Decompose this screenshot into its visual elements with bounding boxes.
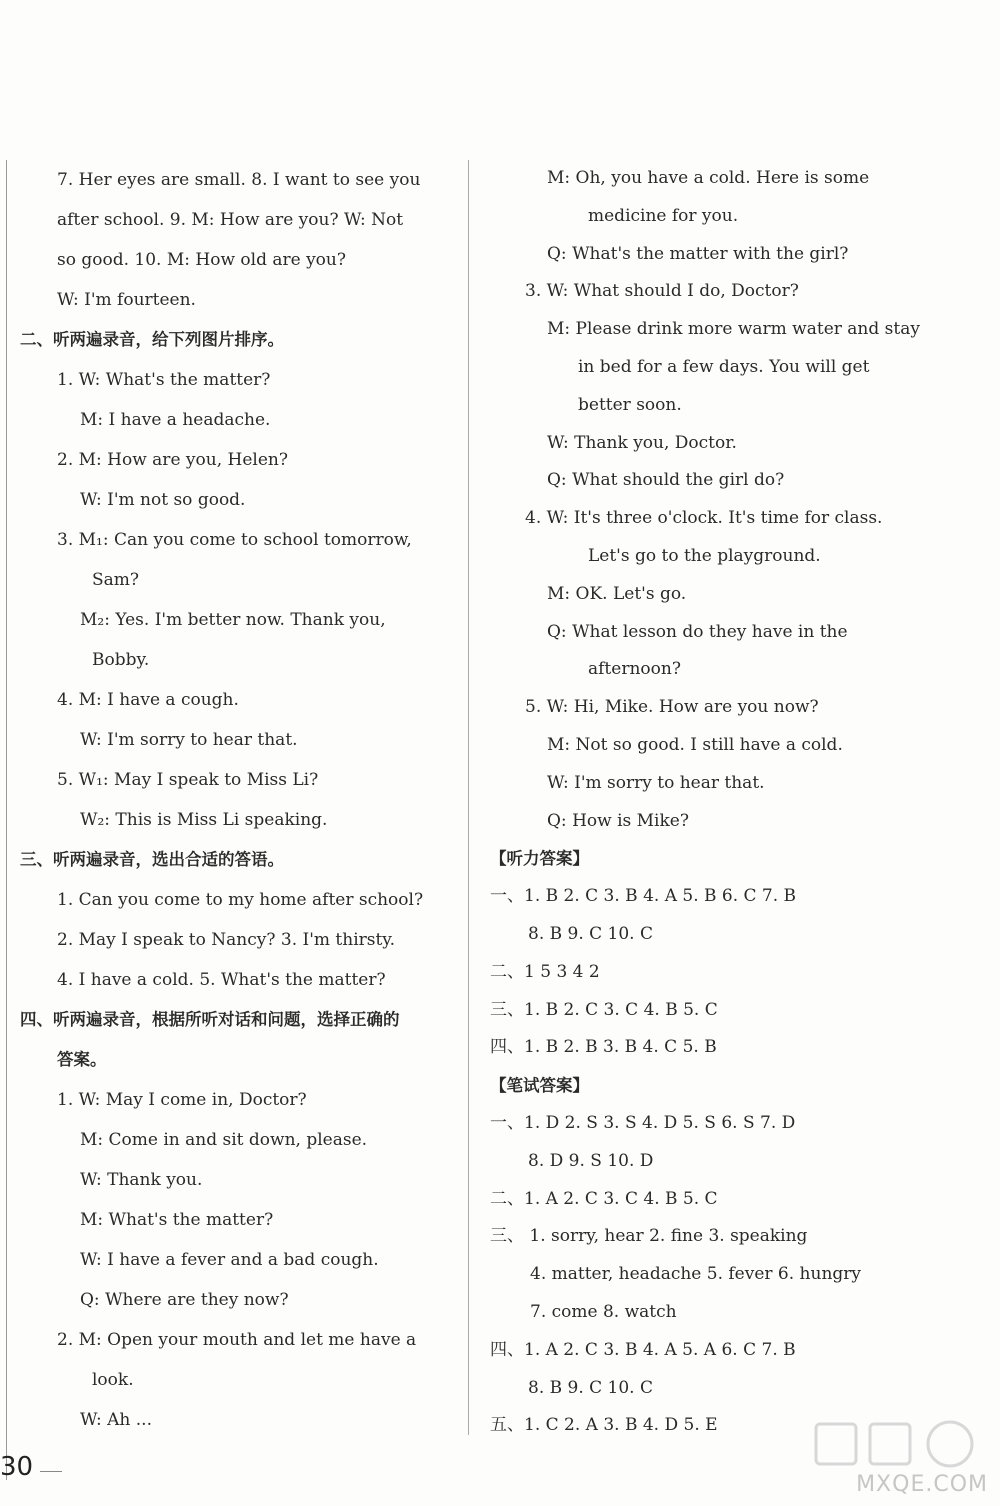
right-text-line: 二、1. A 2. C 3. C 4. B 5. C [490, 1188, 718, 1209]
left-text-line: 4. I have a cold. 5. What's the matter? [57, 970, 386, 990]
left-text-line: M: Come in and sit down, please. [80, 1130, 368, 1150]
right-text-line: 一、1. B 2. C 3. B 4. A 5. B 6. C 7. B [490, 886, 797, 907]
left-text-line: W: Thank you. [80, 1170, 203, 1190]
right-text-line: 二、1 5 3 4 2 [490, 961, 600, 982]
left-text-line: Q: Where are they now? [80, 1290, 289, 1310]
right-text-line: 7. come 8. watch [530, 1301, 677, 1322]
right-text-line: 一、1. D 2. S 3. S 4. D 5. S 6. S 7. D [490, 1112, 796, 1133]
page-number-dash [40, 1471, 62, 1472]
left-text-line: 1. Can you come to my home after school? [57, 890, 424, 910]
left-text-line: 3. M₁: Can you come to school tomorrow, [57, 530, 412, 550]
right-text-line: Q: What lesson do they have in the [547, 621, 848, 642]
right-text-line: 5. W: Hi, Mike. How are you now? [525, 697, 819, 718]
left-text-line: 2. M: Open your mouth and let me have a [57, 1330, 417, 1350]
right-text-line: afternoon? [588, 659, 681, 680]
left-text-line: 7. Her eyes are small. 8. I want to see you [57, 170, 421, 190]
left-text-line: M: What's the matter? [80, 1210, 274, 1230]
left-text-line: after school. 9. M: How are you? W: Not [57, 210, 404, 230]
right-text-line: W: I'm sorry to hear that. [547, 772, 765, 793]
right-text-line: 4. matter, headache 5. fever 6. hungry [530, 1264, 862, 1285]
right-section-heading: 【笔试答案】 [490, 1076, 589, 1096]
right-text-line: 8. D 9. S 10. D [528, 1150, 654, 1171]
left-section-heading: 四、听两遍录音，根据所听对话和问题，选择正确的 [20, 1010, 400, 1029]
left-text-line: 5. W₁: May I speak to Miss Li? [57, 770, 319, 790]
right-text-line: 3. W: What should I do, Doctor? [525, 281, 799, 302]
left-text-line: W: I'm not so good. [80, 490, 246, 510]
right-text-line: M: Please drink more warm water and stay [547, 319, 920, 340]
left-section-heading: 答案。 [57, 1050, 107, 1069]
page-number: 30 [0, 1452, 34, 1482]
right-text-line: 8. B 9. C 10. C [528, 1377, 654, 1398]
right-text-line: M: Oh, you have a cold. Here is some [547, 168, 870, 188]
right-text-line: medicine for you. [588, 205, 739, 226]
left-text-line: W: I'm sorry to hear that. [80, 730, 298, 750]
right-text-line: 四、1. A 2. C 3. B 4. A 5. A 6. C 7. B [490, 1339, 796, 1360]
left-text-line: 2. M: How are you, Helen? [57, 450, 288, 470]
right-text-line: Q: What's the matter with the girl? [547, 243, 849, 264]
left-text-line: Bobby. [92, 650, 150, 670]
right-text-line: 三、 1. sorry, hear 2. fine 3. speaking [490, 1226, 808, 1247]
right-section-heading: 【听力答案】 [490, 849, 589, 869]
right-text-line: 四、1. B 2. B 3. B 4. C 5. B [490, 1037, 717, 1058]
left-column [20, 160, 460, 1440]
column-divider [468, 160, 469, 1435]
page-edge-line [6, 160, 7, 1480]
right-column [490, 160, 930, 1445]
left-text-line: so good. 10. M: How old are you? [57, 250, 346, 270]
left-section-heading: 二、听两遍录音，给下列图片排序。 [20, 330, 284, 349]
right-text-line: Q: How is Mike? [547, 810, 689, 831]
right-text-line: 五、1. C 2. A 3. B 4. D 5. E [490, 1415, 718, 1436]
left-text-line: 4. M: I have a cough. [57, 690, 239, 710]
watermark-site: MXQE.COM [856, 1472, 988, 1497]
left-text-line: 1. W: May I come in, Doctor? [57, 1090, 307, 1110]
right-text-line: 8. B 9. C 10. C [528, 923, 654, 944]
left-text-line: look. [92, 1370, 134, 1390]
right-text-line: M: OK. Let's go. [547, 583, 687, 604]
right-text-line: M: Not so good. I still have a cold. [547, 734, 843, 755]
left-text-line: M: I have a headache. [80, 410, 271, 430]
right-text-line: Let's go to the playground. [588, 545, 821, 566]
left-text-line: W₂: This is Miss Li speaking. [80, 810, 328, 830]
left-section-heading: 三、听两遍录音，选出合适的答语。 [20, 850, 284, 869]
right-text-line: 4. W: It's three o'clock. It's time for class. [525, 508, 883, 529]
left-text-line: M₂: Yes. I'm better now. Thank you, [80, 610, 386, 630]
right-text-line: 三、1. B 2. C 3. C 4. B 5. C [490, 999, 718, 1020]
left-text-line: W: Ah ... [80, 1410, 152, 1430]
right-text-line: better soon. [578, 394, 682, 415]
left-text-line: 1. W: What's the matter? [57, 370, 271, 390]
left-text-line: Sam? [92, 570, 140, 590]
left-text-line: W: I'm fourteen. [57, 290, 196, 310]
right-text-line: Q: What should the girl do? [547, 470, 785, 491]
left-text-line: W: I have a fever and a bad cough. [80, 1250, 379, 1270]
left-text-line: 2. May I speak to Nancy? 3. I'm thirsty. [57, 930, 396, 950]
right-text-line: W: Thank you, Doctor. [547, 432, 737, 453]
right-text-line: in bed for a few days. You will get [578, 356, 870, 377]
